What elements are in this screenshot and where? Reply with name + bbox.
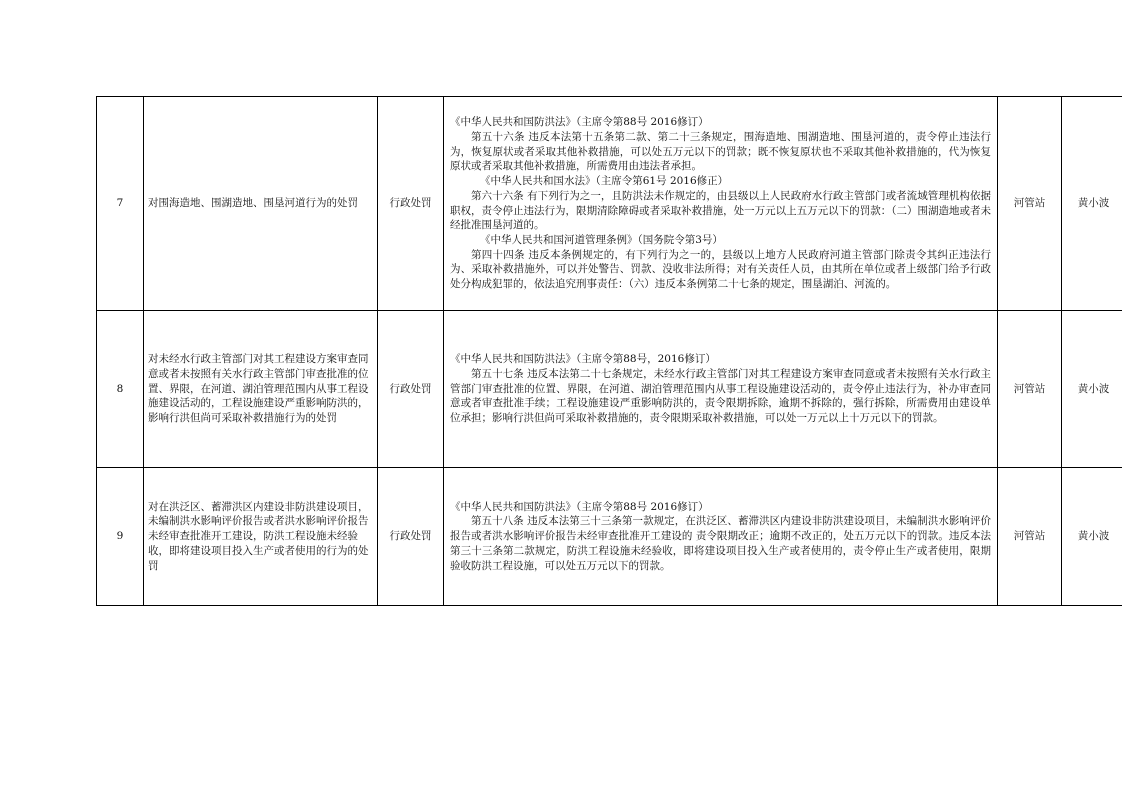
item-name: 对在洪泛区、蓄滞洪区内建设非防洪建设项目，未编制洪水影响评价报告或者洪水影响评价报告未经审查批准开工建设，防洪工程设施未经验收，即将建设项目投入生产或者使用的行为的处罚: [148, 500, 369, 572]
law-title: 《中华人民共和国水法》（主席令第61号 2016修正）: [480, 175, 729, 188]
table-row: [97, 311, 1122, 468]
table-row: [97, 468, 1122, 606]
law-clause: 第五十六条 违反本法第十五条第二款、第二十三条规定，围海造地、围湖造地、围垦河道的，责令停止违法行为，恢复原状或者采取其他补救措施，可以处五万元以下的罚款；既不恢复原状也不采取其他补救措施的，代为恢复原状或者采取其他补救措施，所需费用由违法者承担。: [450, 130, 991, 173]
law-title: 《中华人民共和国防洪法》（主席令第88号 2016修订）: [450, 500, 709, 513]
item-name: 对未经水行政主管部门对其工程建设方案审查同意或者未按照有关水行政主管部门审查批准的位置、界限，在河道、湖泊管理范围内从事工程设施建设活动的，工程设施建设严重影响防洪的，影响行洪但尚可采取补救措施行为的处罚: [148, 353, 369, 425]
law-title: 《中华人民共和国防洪法》（主席令第88号，2016修订）: [450, 353, 716, 366]
law-clause: 第六十六条 有下列行为之一，且防洪法未作规定的，由县级以上人民政府水行政主管部门或者流域管理机构依据职权，责令停止违法行为，限期清除障碍或者采取补救措施，处一万元以上五万元以下的罚款：（二）围湖造地或者未经批准围垦河道的。: [450, 189, 991, 232]
item-number: 9: [97, 468, 144, 606]
table-body: [97, 97, 1122, 606]
item-number: 7: [97, 97, 144, 311]
legal-basis-cell: [444, 97, 998, 311]
law-title: 《中华人民共和国防洪法》（主席令第88号 2016修订）: [450, 116, 709, 129]
legal-basis: [448, 500, 993, 574]
item-type: 行政处罚: [378, 97, 444, 311]
table-row: [97, 97, 1122, 311]
responsible-person: 黄小波: [1062, 468, 1122, 606]
item-name-cell: [144, 468, 378, 606]
law-clause: 第四十四条 违反本条例规定的，有下列行为之一的，县级以上地方人民政府河道主管部门除责令其纠正违法行为、采取补救措施外，可以并处警告、罚款、没收非法所得；对有关责任人员，由其所在单位或者上级部门给予行政处分构成犯罪的，依法追究刑事责任：（六）违反本条例第二十七条的规定，围垦湖泊、河流的。: [450, 248, 991, 291]
item-number: 8: [97, 311, 144, 468]
law-clause: 第五十八条 违反本法第三十三条第一款规定，在洪泛区、蓄滞洪区内建设非防洪建设项目，未编制洪水影响评价报告或者洪水影响评价报告未经审查批准开工建设的 责令限期改正；逾期不改正的，处五万元以下的罚款。违反本法第三十三条第二款规定，防洪工程设施未经验收，即将建设项目投入生产或者使用的，责令停止生产或者使用，限期验收防洪工程设施，可以处五万元以下的罚款。: [450, 515, 991, 572]
responsible-person: 黄小波: [1062, 311, 1122, 468]
item-name: 对围海造地、围湖造地、围垦河道行为的处罚: [148, 197, 358, 210]
legal-basis: [448, 115, 993, 291]
legal-basis-cell: [444, 468, 998, 606]
responsible-department: 河管站: [998, 468, 1062, 606]
item-name-cell: [144, 311, 378, 468]
legal-basis: [448, 352, 993, 426]
item-type: 行政处罚: [378, 311, 444, 468]
legal-basis-cell: [444, 311, 998, 468]
responsible-department: 河管站: [998, 311, 1062, 468]
responsible-person: 黄小波: [1062, 97, 1122, 311]
law-clause: 第五十七条 违反本法第二十七条规定，未经水行政主管部门对其工程建设方案审查同意或者未按照有关水行政主管部门审查批准的位置、界限，在河道、湖泊管理范围内从事工程设施建设活动的，责令停止违法行为，补办审查同意或者审查批准手续；工程设施建设严重影响防洪的，责令限期拆除，逾期不拆除的，强行拆除，所需费用由建设单位承担；影响行洪但尚可采取补救措施的，责令限期采取补救措施，可以处一万元以上十万元以下的罚款。: [450, 367, 991, 425]
power-list-table: [96, 96, 1122, 606]
law-title: 《中华人民共和国河道管理条例》（国务院令第3号）: [480, 233, 723, 246]
item-name-cell: [144, 97, 378, 311]
responsible-department: 河管站: [998, 97, 1062, 311]
item-type: 行政处罚: [378, 468, 444, 606]
